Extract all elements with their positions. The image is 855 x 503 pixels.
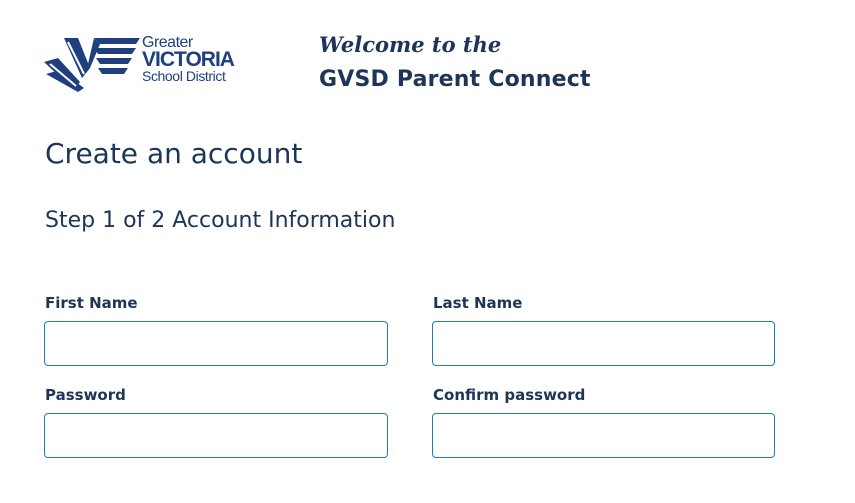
password-field[interactable] xyxy=(44,413,388,458)
password-group xyxy=(44,386,388,458)
last-name-group xyxy=(432,294,775,366)
page-title: Create an account xyxy=(45,137,303,170)
last-name-label: Last Name xyxy=(433,294,523,312)
book-icon xyxy=(44,34,140,94)
confirm-password-label: Confirm password xyxy=(433,386,586,404)
portal-title: GVSD Parent Connect xyxy=(319,67,591,92)
confirm-password-field[interactable] xyxy=(432,413,775,458)
welcome-text: Welcome to the xyxy=(319,32,502,57)
confirm-password-group xyxy=(432,386,775,458)
logo-line-greater: Greater xyxy=(142,34,193,51)
first-name-group xyxy=(44,294,388,366)
logo-line-school-district: School District xyxy=(142,68,226,84)
password-label: Password xyxy=(45,386,126,404)
last-name-field[interactable] xyxy=(432,321,775,366)
first-name-field[interactable] xyxy=(44,321,388,366)
step-indicator: Step 1 of 2 Account Information xyxy=(45,208,396,233)
first-name-label: First Name xyxy=(45,294,138,312)
district-logo[interactable] xyxy=(44,34,249,94)
header xyxy=(0,0,855,110)
logo-line-victoria: VICTORIA xyxy=(142,48,234,71)
